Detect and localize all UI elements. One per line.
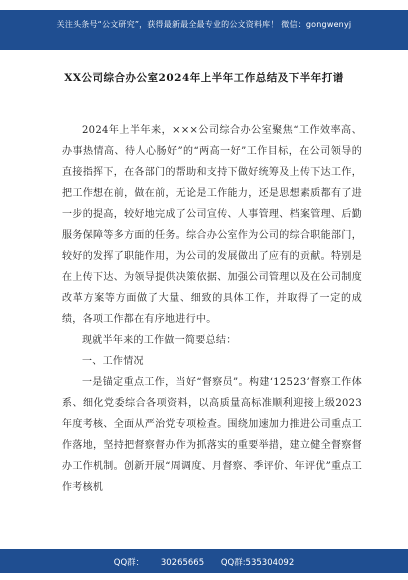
document-body xyxy=(62,120,362,498)
document-title: XX公司综合办公室2024年上半年工作总结及下半年打谱 xyxy=(64,72,344,84)
banner-text: 关注头条号“公文研究”，获得最新最全最专业的公文资料库！ 微信：gongwenyj xyxy=(56,20,352,29)
paragraph-summary-lead: 现就半年来的工作做一简要总结： xyxy=(82,335,237,346)
paragraph-supervision: 一是锚定重点工作，当好“督察员”。构建‘12523’督察工作体系、细化党委综合各项资料，以高质量高标准顺利迎接上级2023年度考核、全面从严治党专项检查。围绕加速加力推进公司重点工作落地，坚持把督察督办作为抓落实的重要举措，建立健全督察督办工作机制。创新开展“周调度、月督察、季评价、年评优”重点工作考核机 xyxy=(62,377,362,493)
footer-qq-groups: QQ群： 30265665 QQ群:535304092 xyxy=(113,558,295,568)
paragraph-intro: 2024年上半年来，×××公司综合办公室聚焦“工作效率高、办事热情高、待人心肠好”的“两高一好”工作目标，在公司领导的直接指挥下，在各部门的帮助和支持下做好统筹及上传下达工作，把工作想在前，做在前，无论是工作能力，还是思想素质都有了进一步的提高，较好地完成了公司宣传、人事管理、档案管理、后勤服务保障等多方面的任务。综合办公室作为公司的综合职能部门，较好的发挥了职能作用，为公司的发展做出了应有的贡献。特别是在上传下达、为领导提供决策依据、加强公司管理以及在公司制度改革方案等方面做了大量、细致的具体工作，并取得了一定的成绩，各项工作都在有序地进行中。 xyxy=(62,125,362,325)
section-heading-work-status: 一、工作情况 xyxy=(82,356,144,367)
top-banner xyxy=(0,10,408,50)
